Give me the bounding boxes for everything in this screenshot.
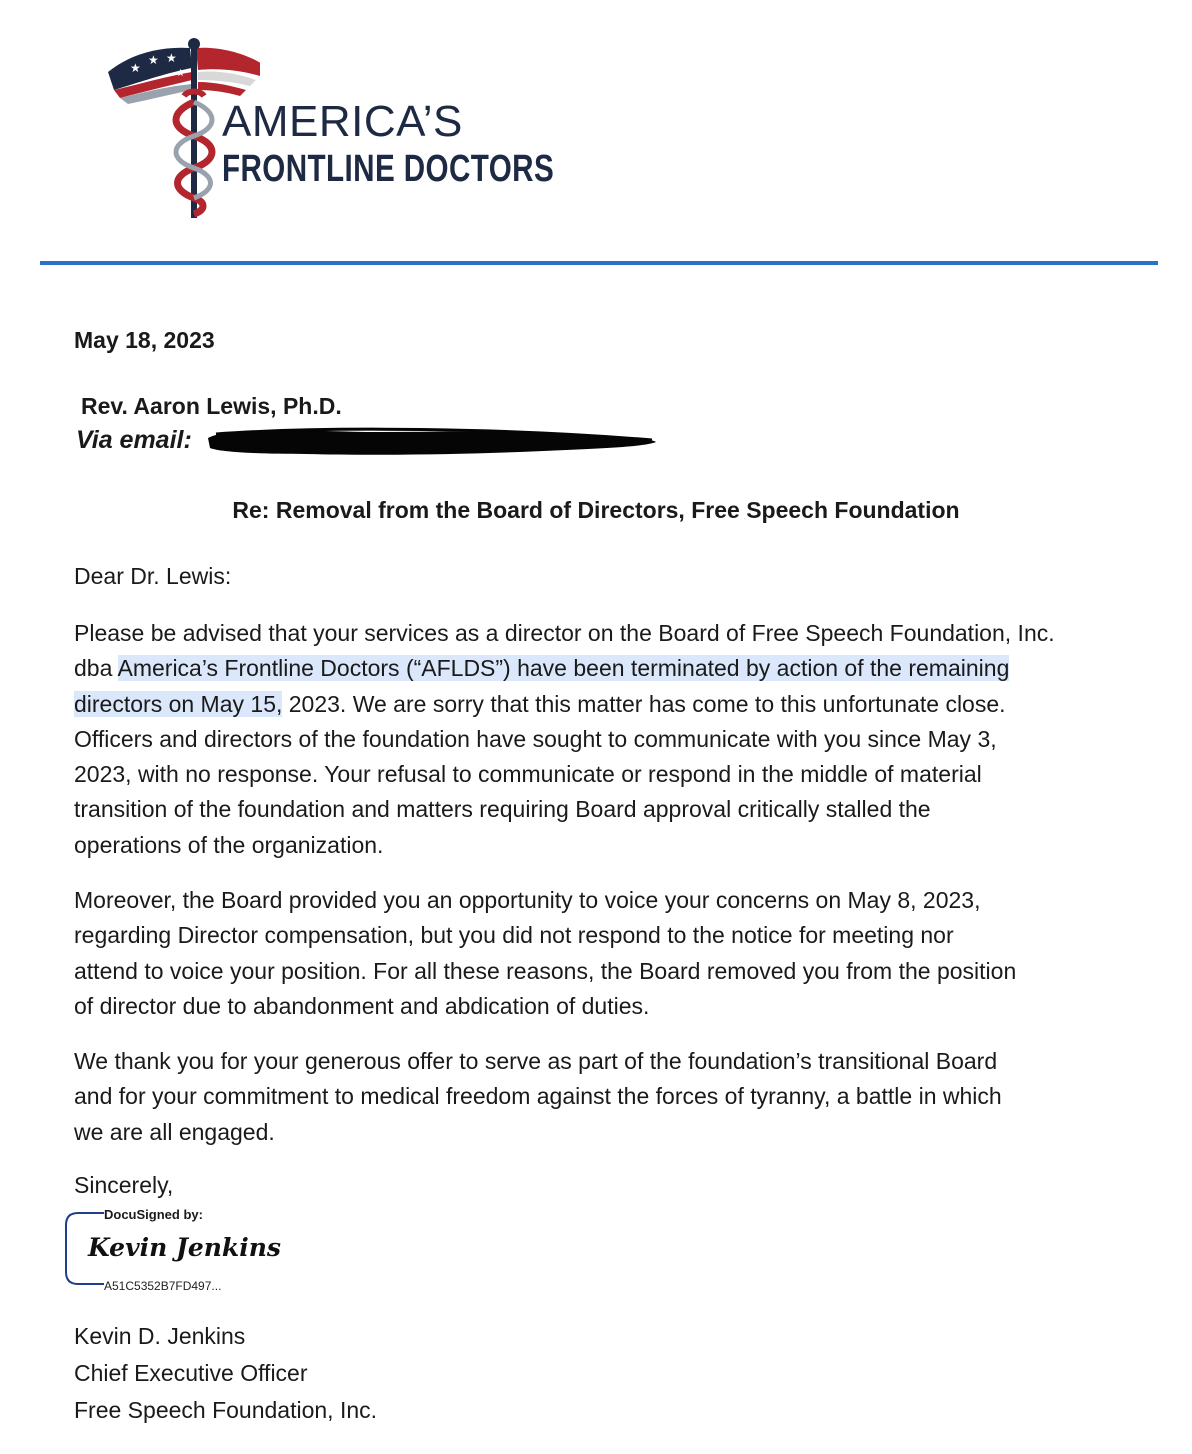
paragraph-line: and for your commitment to medical freedom against the forces of tyranny, a battle in which <box>74 1083 1002 1110</box>
paragraph-line: Officers and directors of the foundation have sought to communicate with you since May 3, <box>74 725 997 752</box>
salutation: Dear Dr. Lewis: <box>74 563 232 589</box>
paragraph-line: regarding Director compensation, but you did not respond to the notice for meeting nor <box>74 922 954 949</box>
letter-date: May 18, 2023 <box>74 327 215 353</box>
paragraph-line: operations of the organization. <box>74 831 384 858</box>
redaction-mark <box>206 424 658 458</box>
highlighted-text: directors on May 15, <box>74 690 283 717</box>
docusign-id: A51C5352B7FD497... <box>104 1279 222 1293</box>
header-rule <box>40 261 1158 265</box>
logo-name-line2: FRONTLINE DOCTORS <box>222 148 555 190</box>
closing: Sincerely, <box>74 1172 174 1198</box>
paragraph-1 <box>74 616 1134 863</box>
paragraph-line: of director due to abandonment and abdication of duties. <box>74 992 650 1019</box>
logo-name-line1: AMERICA’S <box>222 97 463 146</box>
docusign-label: DocuSigned by: <box>104 1207 203 1222</box>
letter-subject: Re: Removal from the Board of Directors, Free Speech Foundation <box>232 497 960 523</box>
signatory-title: Chief Executive Officer <box>74 1360 308 1386</box>
paragraph-line: We thank you for your generous offer to serve as part of the foundation’s transitional Board <box>74 1048 998 1074</box>
paragraph-line: we are all engaged. <box>74 1118 275 1145</box>
paragraph-2 <box>74 883 1134 1024</box>
highlighted-text: America’s Frontline Doctors (“AFLDS”) have been terminated by action of the remaining <box>117 655 1010 682</box>
svg-text:★: ★ <box>148 53 159 67</box>
paragraph-line: transition of the foundation and matters requiring Board approval critically stalled the <box>74 796 931 823</box>
paragraph-line: 2023, with no response. Your refusal to communicate or respond in the middle of material <box>74 761 982 788</box>
paragraph-line: Please be advised that your services as a director on the Board of Free Speech Foundation, Inc. <box>74 620 1055 646</box>
signatory-name: Kevin D. Jenkins <box>74 1323 246 1349</box>
svg-text:★: ★ <box>176 68 185 79</box>
svg-text:★: ★ <box>130 61 141 75</box>
recipient-name: Rev. Aaron Lewis, Ph.D. <box>81 393 342 419</box>
paragraph-line: attend to voice your position. For all these reasons, the Board removed you from the position <box>74 957 1017 984</box>
signature: Kevin Jenkins <box>88 1233 281 1262</box>
paragraph-line: Moreover, the Board provided you an opportunity to voice your concerns on May 8, 2023, <box>74 887 981 913</box>
signature-block <box>74 1318 377 1429</box>
via-email-label: Via email: <box>76 426 192 454</box>
paragraph-line <box>74 651 1134 686</box>
paragraph-text: 2023. We are sorry that this matter has come to this unfortunate close. <box>282 690 1006 717</box>
paragraph-line <box>74 687 1134 722</box>
svg-text:★: ★ <box>166 51 177 65</box>
paragraph-text: dba <box>74 655 118 682</box>
signatory-org: Free Speech Foundation, Inc. <box>74 1397 378 1423</box>
paragraph-3 <box>74 1044 1134 1150</box>
